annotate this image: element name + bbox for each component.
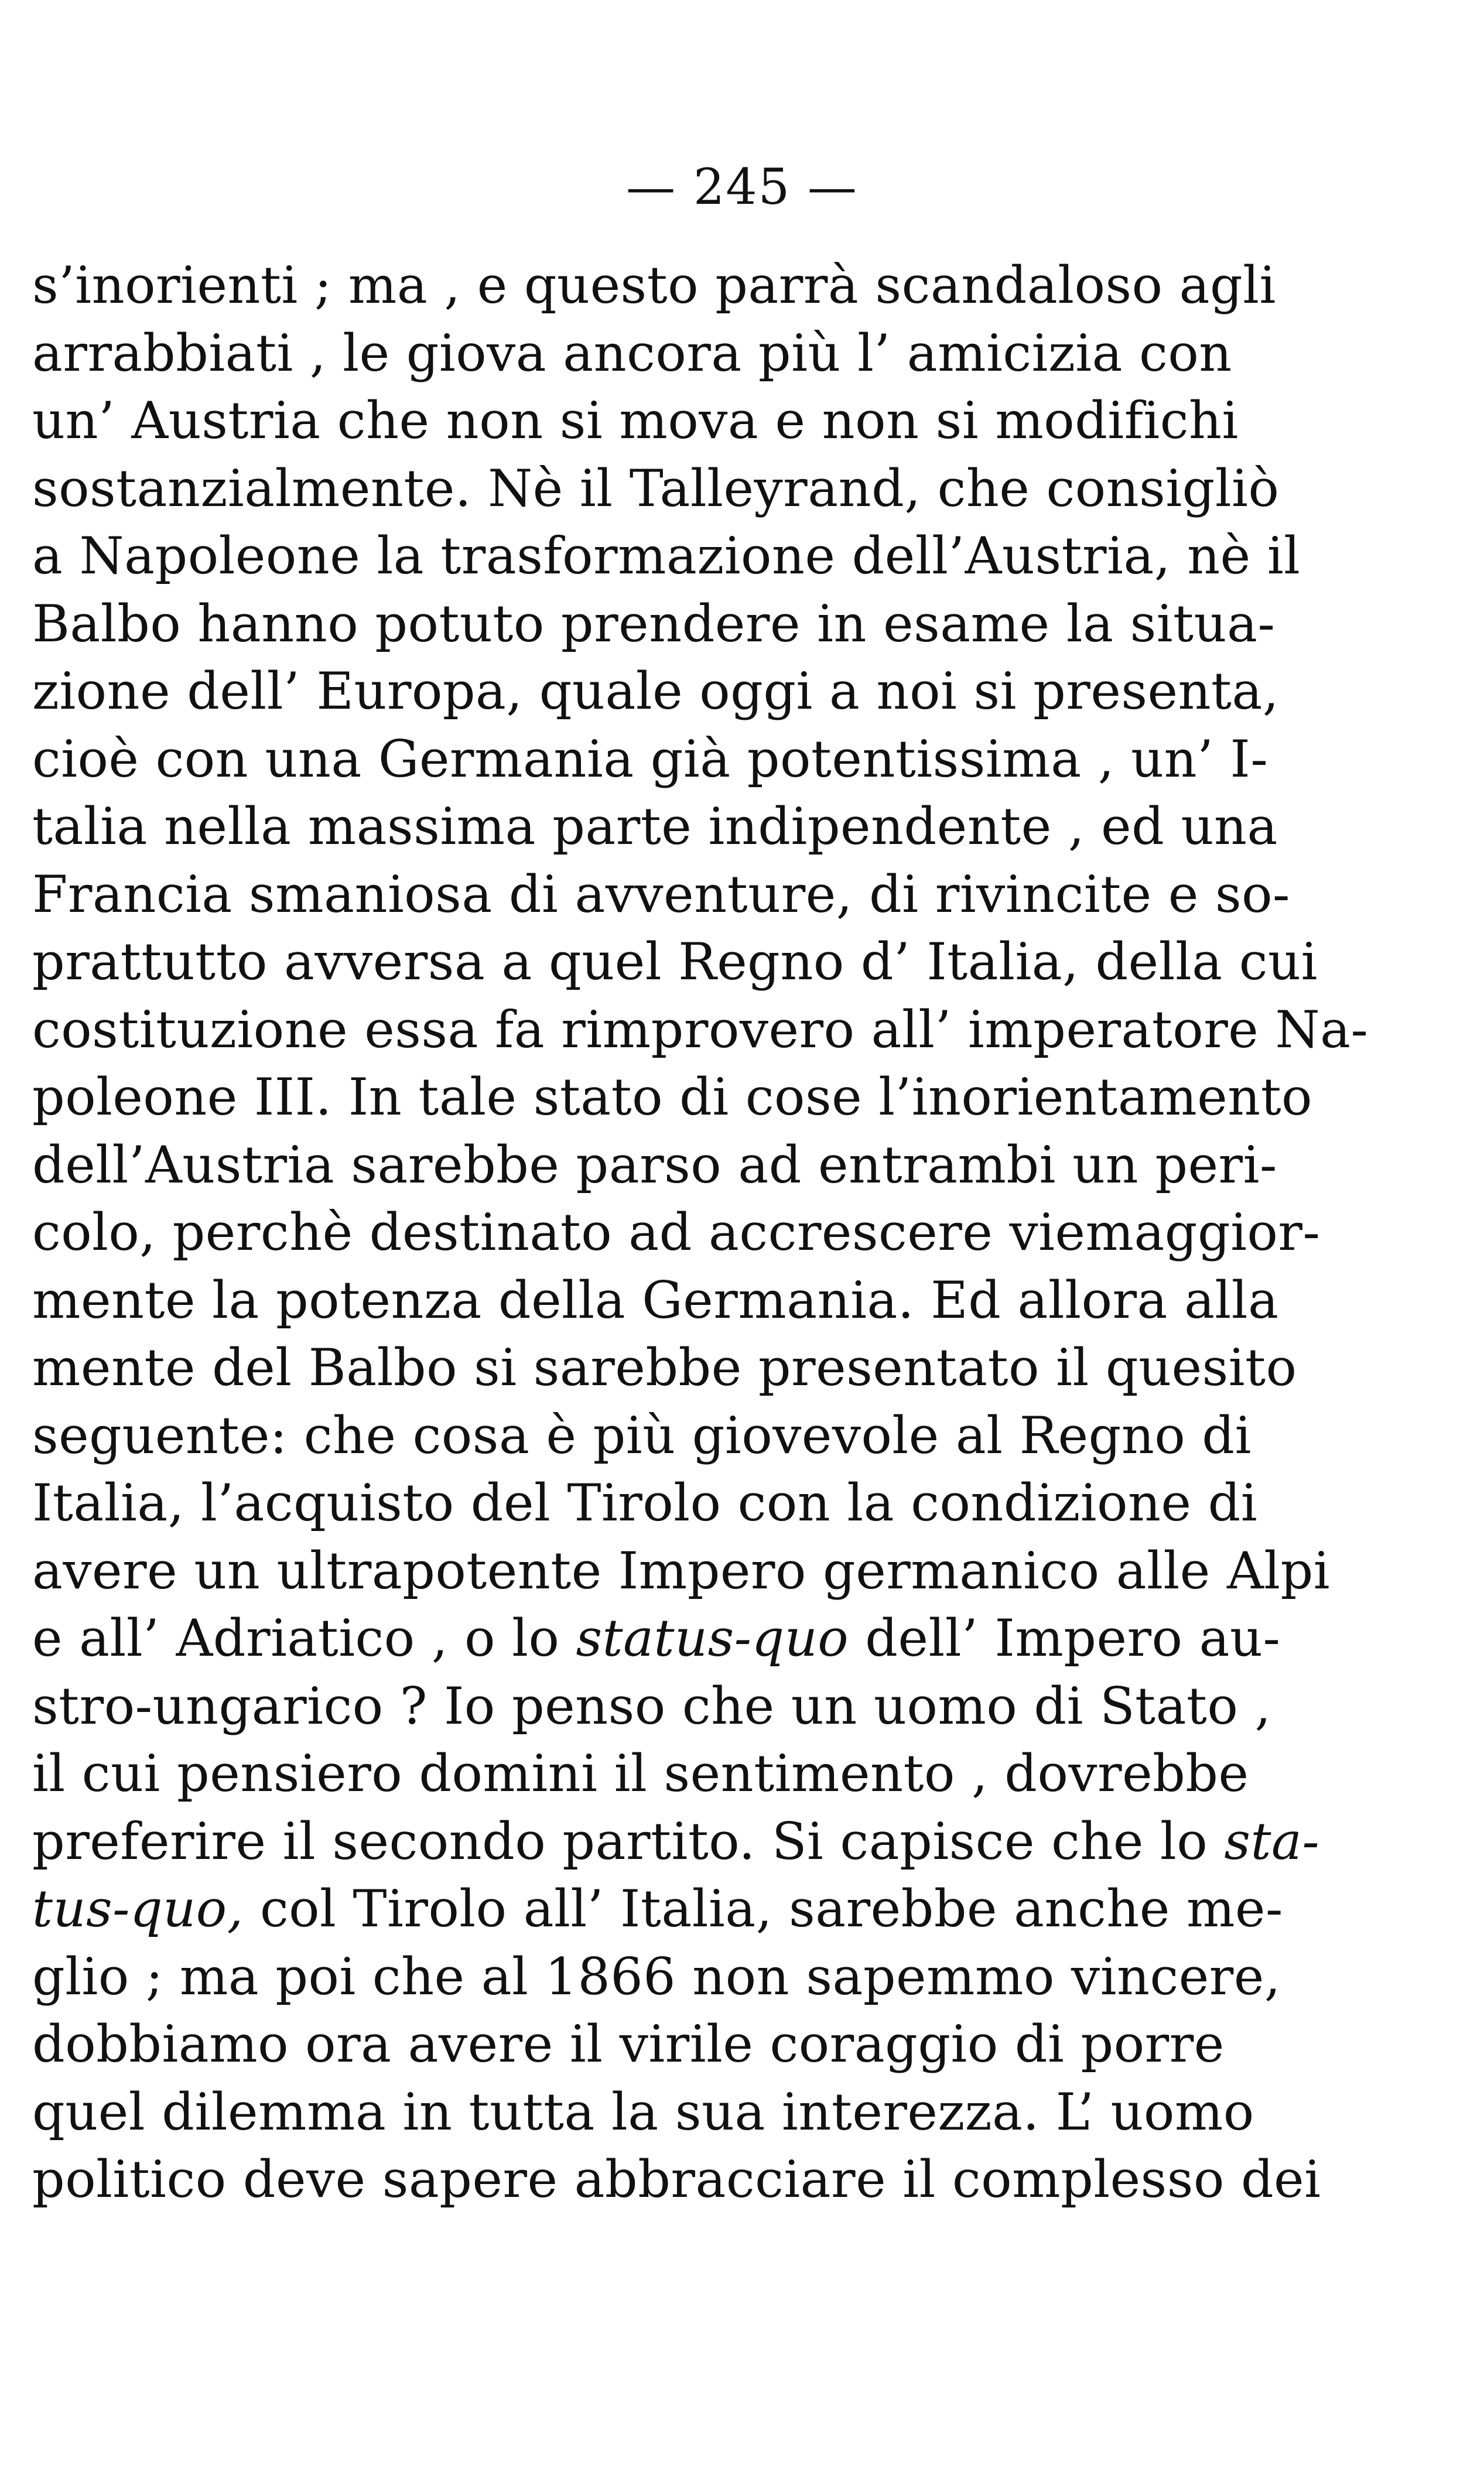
text-line: Francia smaniosa di avventure, di rivincite e so- xyxy=(32,864,1290,924)
text-line: Balbo hanno potuto prendere in esame la situa- xyxy=(32,593,1276,654)
text-line-with-italic xyxy=(32,1875,1283,1943)
text-line: quel dilemma in tutta la sua interezza. L’ uomo xyxy=(32,2082,1254,2142)
text-line: mente del Balbo si sarebbe presentato il quesito xyxy=(32,1338,1297,1397)
body-text xyxy=(32,252,1369,2214)
text-line: costituzione essa fa rimprovero all’ imperatore Na- xyxy=(32,999,1369,1060)
text-line: arrabbiati , le giova ancora più l’ amicizia con xyxy=(32,323,1232,383)
text-line: politico deve sapere abbracciare il complesso dei xyxy=(32,2149,1321,2209)
text-line: colo, perchè destinato ad accrescere viemaggior- xyxy=(32,1202,1321,1262)
text-line: un’ Austria che non si mova e non si modifichi xyxy=(32,391,1239,450)
text-line: poleone III. In tale stato di cose l’inorientamento xyxy=(32,1067,1313,1127)
text-line: avere un ultrapotente Impero germanico alle Alpi xyxy=(32,1540,1331,1601)
text-segment: dell’ Impero au- xyxy=(849,1608,1281,1668)
text-segment: preferire il secondo partito. Si capisce che lo xyxy=(32,1811,1225,1871)
text-line: mente la potenza della Germania. Ed allora alla xyxy=(32,1270,1279,1330)
text-line: s’inorienti ; ma , e questo parrà scandaloso agli xyxy=(32,255,1276,315)
text-line: stro-ungarico ? Io penso che un uomo di Stato , xyxy=(32,1676,1271,1736)
text-line: a Napoleone la trasformazione dell’Austria, nè il xyxy=(32,526,1301,586)
text-line: il cui pensiero domini il sentimento , dovrebbe xyxy=(32,1744,1249,1803)
text-line: seguente: che cosa è più giovevole al Regno di xyxy=(32,1405,1252,1465)
text-line: prattutto avversa a quel Regno d’ Italia, della cui xyxy=(32,932,1318,992)
text-line: Italia, l’acquisto del Tirolo con la condizione di xyxy=(32,1473,1258,1533)
text-line-with-italic xyxy=(32,1808,1320,1876)
text-line: zione dell’ Europa, quale oggi a noi si presenta, xyxy=(32,661,1279,721)
italic-term: sta- xyxy=(1224,1811,1320,1871)
text-line: sostanzialmente. Nè il Talleyrand, che consigliò xyxy=(32,458,1280,518)
page-number: — 245 — xyxy=(626,158,858,216)
italic-term: status-quo xyxy=(576,1608,849,1668)
italic-term: tus-quo, xyxy=(32,1879,244,1939)
text-line: talia nella massima parte indipendente , ed una xyxy=(32,797,1278,856)
text-line-with-italic xyxy=(32,1605,1281,1673)
text-segment: e all’ Adriatico , o lo xyxy=(32,1608,576,1668)
text-line: dell’Austria sarebbe parso ad entrambi un peri- xyxy=(32,1134,1277,1195)
text-line: glio ; ma poi che al 1866 non sapemmo vincere, xyxy=(32,1946,1281,2007)
text-line: cioè con una Germania già potentissima , un’ I- xyxy=(32,729,1268,789)
text-line: dobbiamo ora avere il virile coraggio di porre xyxy=(32,2014,1225,2074)
text-segment: col Tirolo all’ Italia, sarebbe anche me- xyxy=(243,1879,1283,1939)
